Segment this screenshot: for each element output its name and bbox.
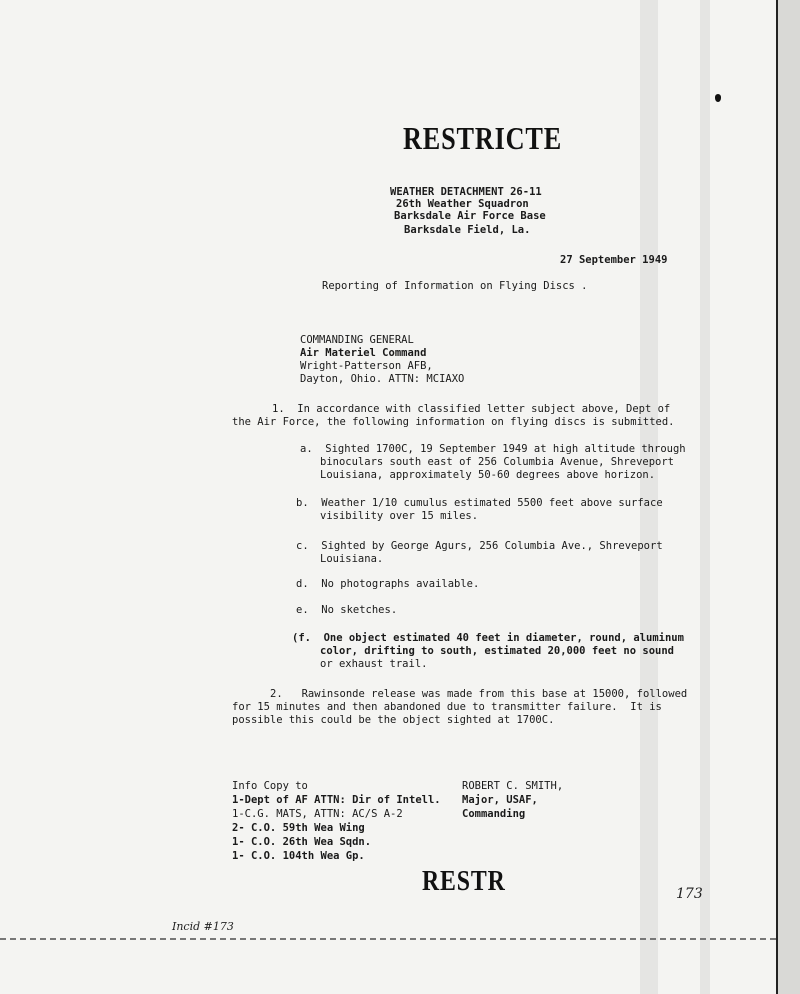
page-number: 173: [676, 886, 703, 902]
item-c-line-1: c. Sighted by George Agurs, 256 Columbia Ave., Shreveport: [296, 540, 663, 552]
item-e-line-1: e. No sketches.: [296, 604, 398, 616]
scan-margin: [778, 0, 800, 994]
addressee-line-3: Wright-Patterson AFB,: [300, 360, 433, 372]
restricted-stamp-bottom: RESTR: [422, 866, 506, 897]
item-f-line-1: (f. One object estimated 40 feet in diameter, round, aluminum: [292, 632, 684, 644]
base-name: Barksdale Air Force Base: [394, 210, 546, 222]
field-name: Barksdale Field, La.: [404, 224, 531, 236]
item-d-line-1: d. No photographs available.: [296, 578, 480, 590]
distribution-line-1: 1-Dept of AF ATTN: Dir of Intell.: [232, 794, 441, 806]
distribution-line-5: 1- C.O. 104th Wea Gp.: [232, 850, 365, 862]
item-a-line-2: binoculars south east of 256 Columbia Avenue, Shreveport: [320, 456, 675, 468]
para2-line-3: possible this could be the object sighted at 1700C.: [232, 714, 555, 726]
scan-artifact: [700, 0, 710, 994]
para2-line-2: for 15 minutes and then abandoned due to transmitter failure. It is: [232, 701, 662, 713]
punch-hole-mark: [715, 94, 721, 102]
page-bottom-edge: [0, 938, 776, 941]
distribution-heading: Info Copy to: [232, 780, 308, 792]
subject-line: Reporting of Information on Flying Discs .: [322, 280, 588, 292]
item-b-line-2: visibility over 15 miles.: [320, 510, 479, 522]
addressee-line-1: COMMANDING GENERAL: [300, 334, 414, 346]
addressee-line-4: Dayton, Ohio. ATTN: MCIAXO: [300, 373, 465, 385]
addressee-line-2: Air Materiel Command: [300, 347, 427, 359]
distribution-line-4: 1- C.O. 26th Wea Sqdn.: [232, 836, 372, 848]
para2-line-1: 2. Rawinsonde release was made from this base at 15000, followed: [270, 688, 688, 700]
signature-name: ROBERT C. SMITH,: [462, 780, 564, 792]
signature-title: Commanding: [462, 808, 526, 820]
para1-line-1: 1. In accordance with classified letter subject above, Dept of: [272, 403, 671, 415]
document-date: 27 September 1949: [560, 254, 668, 266]
item-a-line-1: a. Sighted 1700C, 19 September 1949 at high altitude through: [300, 443, 686, 455]
unit-name: WEATHER DETACHMENT 26-11: [390, 186, 542, 198]
distribution-line-2: 1-C.G. MATS, ATTN: AC/S A-2: [232, 808, 403, 820]
distribution-line-3: 2- C.O. 59th Wea Wing: [232, 822, 365, 834]
restricted-stamp-top: RESTRICTE: [403, 120, 563, 156]
signature-rank: Major, USAF,: [462, 794, 538, 806]
item-c-line-2: Louisiana.: [320, 553, 384, 565]
item-b-line-1: b. Weather 1/10 cumulus estimated 5500 feet above surface: [296, 497, 663, 509]
handwritten-note: Incid #173: [172, 920, 234, 933]
item-f-line-3: or exhaust trail.: [320, 658, 428, 670]
squadron-name: 26th Weather Squadron: [396, 198, 529, 210]
item-a-line-3: Louisiana, approximately 50-60 degrees above horizon.: [320, 469, 656, 481]
item-f-line-2: color, drifting to south, estimated 20,000 feet no sound: [320, 645, 675, 657]
para1-line-2: the Air Force, the following information on flying discs is submitted.: [232, 416, 675, 428]
